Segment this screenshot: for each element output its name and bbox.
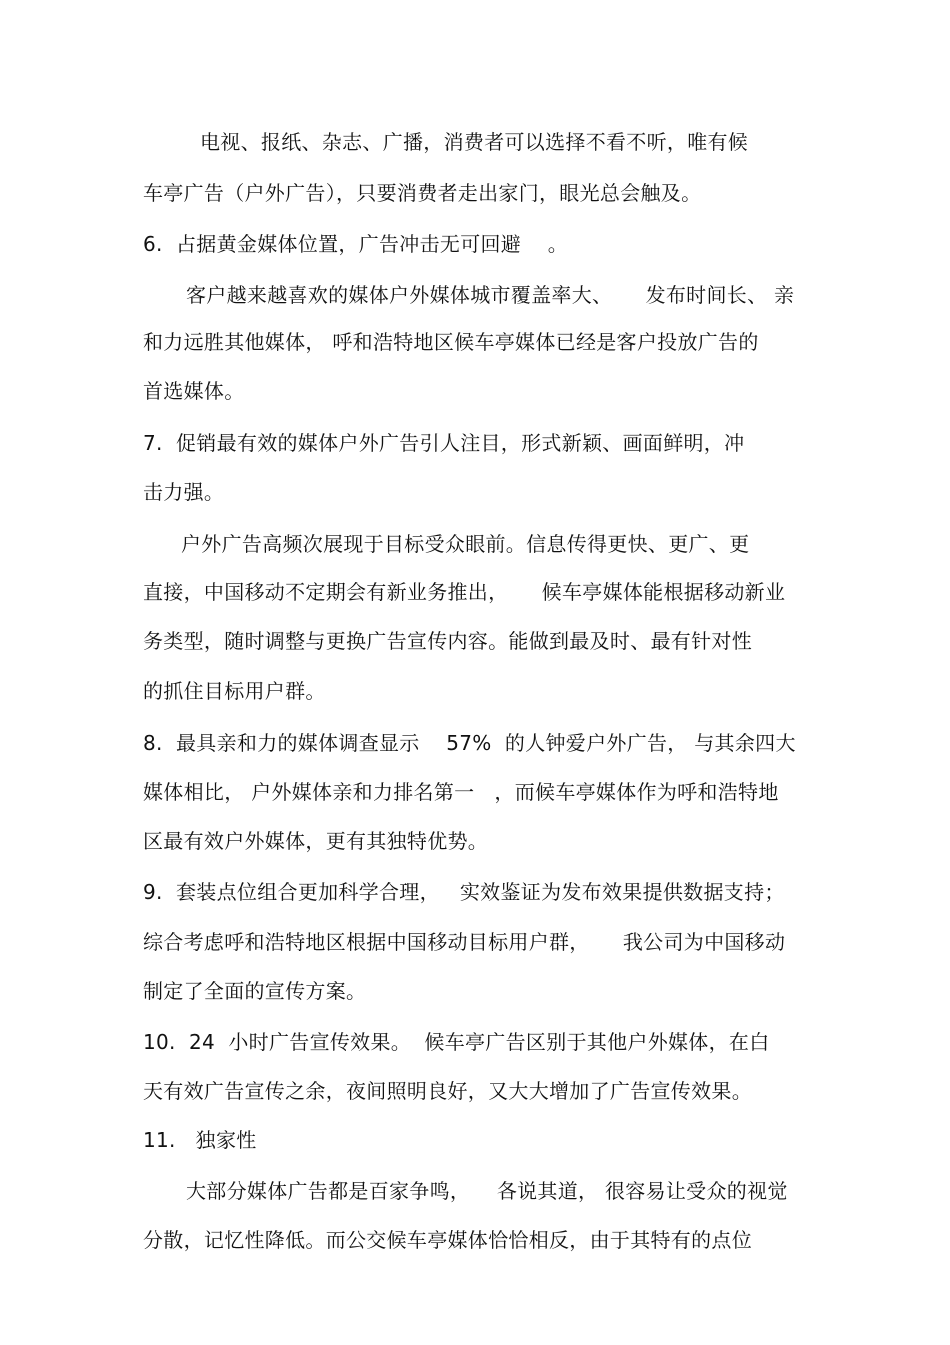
text-line: 车亭广告（户外广告），只要消费者走出家门，眼光总会触及。 xyxy=(143,181,702,205)
text-line: 媒体相比， 户外媒体亲和力排名第一 ，而候车亭媒体作为呼和浩特地 xyxy=(143,780,779,804)
text-line: 的抓住目标用户群。 xyxy=(143,679,326,703)
text-line: 天有效广告宣传之余，夜间照明良好，又大大增加了广告宣传效果。 xyxy=(143,1079,752,1103)
text-line: 客户越来越喜欢的媒体户外媒体城市覆盖率大、 发布时间长、 亲 xyxy=(186,283,795,307)
text-line: 户外广告高频次展现于目标受众眼前。信息传得更快、更广、更 xyxy=(181,532,750,556)
text-line: 务类型，随时调整与更换广告宣传内容。能做到最及时、最有针对性 xyxy=(143,629,752,653)
text-line: 区最有效户外媒体，更有其独特优势。 xyxy=(143,829,489,853)
text-line: 和力远胜其他媒体， 呼和浩特地区候车亭媒体已经是客户投放广告的 xyxy=(143,330,759,354)
text-line: 制定了全面的宣传方案。 xyxy=(143,979,367,1003)
text-line: 直接，中国移动不定期会有新业务推出， 候车亭媒体能根据移动新业 xyxy=(143,580,786,604)
text-line: 电视、报纸、杂志、广播，消费者可以选择不看不听，唯有候 xyxy=(200,130,749,154)
text-line: 分散，记忆性降低。而公交候车亭媒体恰恰相反，由于其特有的点位 xyxy=(143,1228,752,1252)
text-line: 综合考虑呼和浩特地区根据中国移动目标用户群， 我公司为中国移动 xyxy=(143,930,786,954)
text-line: 击力强。 xyxy=(143,480,225,504)
text-line: 9. 套装点位组合更加科学合理， 实效鉴证为发布效果提供数据支持； xyxy=(143,880,785,904)
text-line: 6. 占据黄金媒体位置，广告冲击无可回避 。 xyxy=(143,232,569,256)
text-line: 首选媒体。 xyxy=(143,379,245,403)
text-line: 大部分媒体广告都是百家争鸣， 各说其道， 很容易让受众的视觉 xyxy=(186,1179,788,1203)
text-line: 7. 促销最有效的媒体户外广告引人注目，形式新颖、画面鲜明，冲 xyxy=(143,431,745,455)
text-line: 8. 最具亲和力的媒体调查显示 57% 的人钟爱户外广告， 与其余四大 xyxy=(143,731,796,755)
text-line: 11. 独家性 xyxy=(143,1128,257,1152)
text-line: 10. 24 小时广告宣传效果。 候车亭广告区别于其他户外媒体，在白 xyxy=(143,1030,770,1054)
